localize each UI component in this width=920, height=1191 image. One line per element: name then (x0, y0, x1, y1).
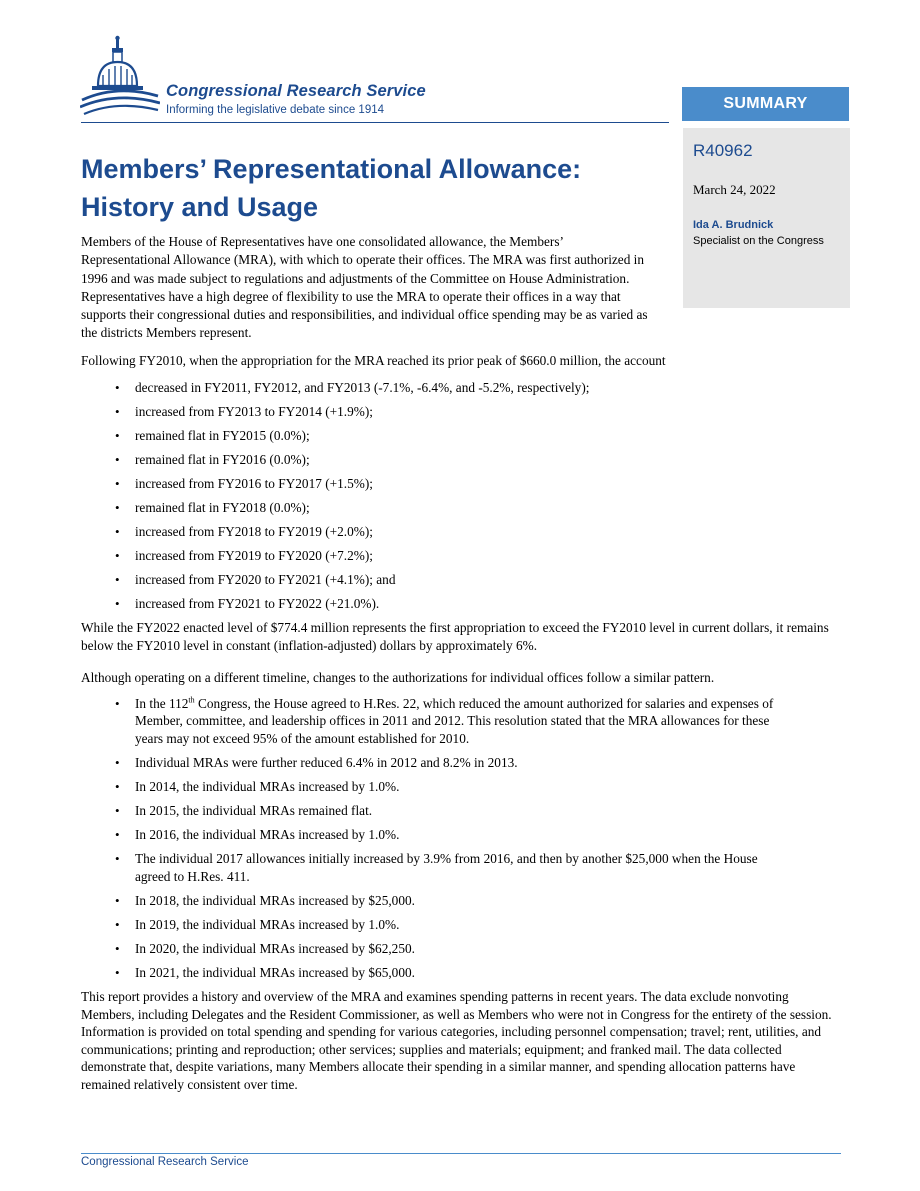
list-item: • increased from FY2018 to FY2019 (+2.0%); (81, 523, 841, 541)
although-paragraph: Although operating on a different timeline, changes to the authorizations for individual offices follow a similar pattern. (81, 670, 715, 686)
list-item: • In 2015, the individual MRAs remained flat. (81, 802, 841, 820)
list-item: • increased from FY2020 to FY2021 (+4.1%); and (81, 571, 841, 589)
title-line-2: History and Usage (81, 192, 319, 222)
report-number: R40962 (693, 141, 753, 160)
list-item: • In 2020, the individual MRAs increased by $62,250. (81, 940, 841, 958)
list-item: • In 2019, the individual MRAs increased by 1.0%. (81, 916, 841, 934)
list-item: • remained flat in FY2016 (0.0%); (81, 451, 841, 469)
individual-mra-list (81, 695, 841, 982)
footer-divider (81, 1153, 841, 1154)
list-item: • increased from FY2013 to FY2014 (+1.9%); (81, 403, 841, 421)
author-name: Ida A. Brudnick (693, 219, 774, 231)
summary-sidebar (683, 128, 850, 308)
superscript-th: th (188, 695, 195, 705)
list-item: • In 2018, the individual MRAs increased by $25,000. (81, 892, 841, 910)
summary-body (81, 352, 841, 1093)
page-title (81, 150, 641, 226)
list-item: • In 2014, the individual MRAs increased by 1.0%. (81, 778, 841, 796)
following-paragraph: Following FY2010, when the appropriation for the MRA reached its prior peak of $660.0 million, the account (81, 353, 666, 368)
org-name: Congressional Research Service (166, 82, 426, 100)
list-item-rest: Congress, the House agreed to H.Res. 22, which reduced the amount authorized for salaries and expenses of Member, committee, and leadership offices in 2011 and 2012. This resolution stated that the MRA allowances for these years may not exceed 95% of the amount established for 2010. (135, 695, 774, 746)
list-item: • In 2016, the individual MRAs increased by 1.0%. (81, 826, 841, 844)
list-item-prefix: In the 112 (135, 695, 189, 711)
list-item: • remained flat in FY2018 (0.0%); (81, 499, 841, 517)
list-item (81, 695, 841, 748)
summary-tab: SUMMARY (682, 87, 849, 121)
report-overview-paragraph: This report provides a history and overview of the MRA and examines spending patterns in recent years. The data exclude nonvoting Members, including Delegates and the Resident Commissioner, as well as Members who were not in Congress for the entirety of the session. Information is provided on total spending and spending for various categories, including personnel compensation; travel; rent, utilities, and communications; printing and reproduction; other services; supplies and materials; equipment; and franked mail. The data collected demonstrate that, despite variations, many Members allocate their spending in a similar manner, and spending allocation patterns have remained relatively consistent over time. (81, 989, 832, 1092)
org-tagline: Informing the legislative debate since 1914 (166, 104, 385, 116)
intro-paragraph: Members of the House of Representatives have one consolidated allowance, the Members’ Representational Allowance (MRA), with which to operate their offices. The MRA was first authorized in 1996 and was made subject to regulations and adjustments of the Committee on House Administration. Representatives have a high degree of flexibility to use the MRA to operate their offices in a way that supports their congressional duties and responsibilities, and individual office spending may be as varied as the districts Members represent. (81, 234, 648, 341)
header-divider (81, 122, 669, 123)
list-item: • decreased in FY2011, FY2012, and FY2013 (-7.1%, -6.4%, and -5.2%, respectively); (81, 379, 841, 397)
list-item: • The individual 2017 allowances initially increased by 3.9% from 2016, and then by another $25,000 when the House agreed to H.Res. 411. (81, 850, 841, 885)
appropriation-changes-list (81, 379, 841, 613)
footer-text: Congressional Research Service (81, 1156, 249, 1168)
capitol-dome-icon (80, 34, 160, 122)
list-item: • increased from FY2016 to FY2017 (+1.5%); (81, 475, 841, 493)
author-title: Specialist on the Congress (693, 235, 824, 247)
fy2022-paragraph: While the FY2022 enacted level of $774.4 million represents the first appropriation to exceed the FY2010 level in current dollars, it remains below the FY2010 level in constant (inflation-adjusted) dollars by approximately 6%. (81, 620, 829, 653)
title-line-1: Members’ Representational Allowance: (81, 154, 582, 184)
list-item: • increased from FY2021 to FY2022 (+21.0%). (81, 595, 841, 613)
crs-logo (80, 34, 480, 122)
list-item: • increased from FY2019 to FY2020 (+7.2%); (81, 547, 841, 565)
list-item: • remained flat in FY2015 (0.0%); (81, 427, 841, 445)
list-item: • In 2021, the individual MRAs increased by $65,000. (81, 964, 841, 982)
report-date: March 24, 2022 (693, 182, 776, 197)
list-item: • Individual MRAs were further reduced 6.4% in 2012 and 8.2% in 2013. (81, 754, 841, 772)
